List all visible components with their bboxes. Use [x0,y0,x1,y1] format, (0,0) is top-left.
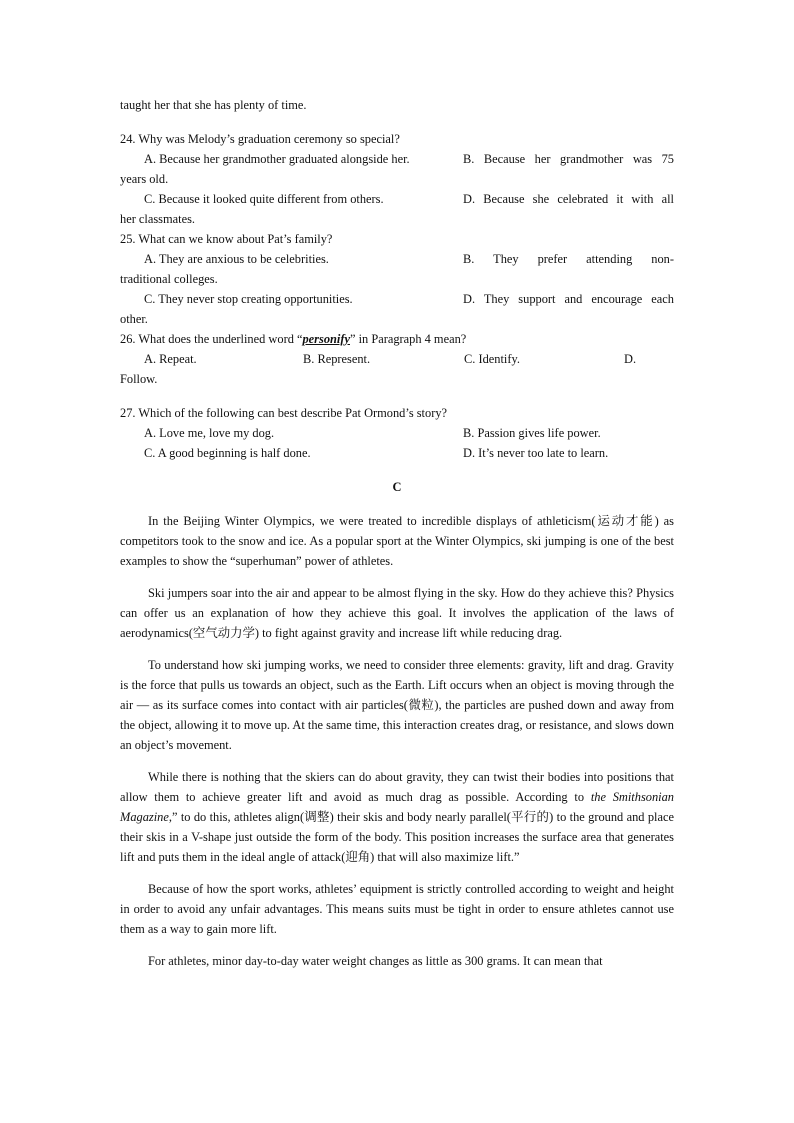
question-stem: 27. Which of the following can best describe Pat Ormond’s story? [120,406,448,420]
question-25 [120,229,674,329]
option-b-continued: years old. [120,172,169,186]
option-d-continued: Follow. [120,372,158,386]
paragraph-4: While there is nothing that the skiers can do about gravity, they can twist their bodies into positions that allow them to achieve greater lift and avoid as much drag as possible. According to the Smithsonian Magazine,” to do this, athletes align(调整) their skis and body nearly parallel(平行的) to the ground and place their skis in a V-shape just outside the form of the body. This position increases the surface area that generates lift and puts them in the ideal angle of attack(迎角) that will also maximize lift.” [120,770,674,864]
option-d: D. It’s never too late to learn. [463,446,609,460]
option-a: A. Because her grandmother graduated alongside her. [144,152,410,166]
paragraph-6: For athletes, minor day-to-day water weight changes as little as 300 grams. It can mean that [148,954,603,968]
option-a: A. They are anxious to be celebrities. [144,252,329,266]
option-d: D. Because she celebrated it with all [463,192,674,206]
option-d-continued: her classmates. [120,212,196,226]
option-c: C. They never stop creating opportunities. [144,292,353,306]
option-b: B. Because her grandmother was 75 [463,152,674,166]
paragraph-2: Ski jumpers soar into the air and appear to be almost flying in the sky. How do they achieve this? Physics can offer us an explanation of how they achieve this goal. It involves the application of the laws of aerodynamics(空气动力学) to fight against gravity and increase lift while reducing drag. [120,586,674,640]
option-c: C. Identify. [464,352,520,366]
option-c: C. Because it looked quite different from others. [144,192,384,206]
underlined-word: personify [302,332,350,346]
paragraph-1: In the Beijing Winter Olympics, we were treated to incredible displays of athleticism(运动才能) as competitors took to the snow and ice. As a popular sport at the Winter Olympics, ski jumping is one of the best examples to show the “superhuman” power of athletes. [120,514,674,568]
question-stem: 24. Why was Melody’s graduation ceremony so special? [120,132,400,146]
question-24 [120,129,674,229]
option-d: D. They support and encourage each [463,292,674,306]
continuation-line: taught her that she has plenty of time. [120,98,307,112]
option-c: C. A good beginning is half done. [144,446,311,460]
paragraph-3: To understand how ski jumping works, we need to consider three elements: gravity, lift and drag. Gravity is the force that pulls us towards an object, such as the Earth. Lift occurs when an object is moving through the air — as its surface comes into contact with air particles(微粒), the particles are pushed down and away from the object, allowing it to move up. At the same time, this interaction creates drag, or resistance, and slows down an object’s movement. [120,658,674,752]
question-26 [120,329,674,389]
option-a: A. Repeat. [144,352,197,366]
source-title: the Smithsonian Magazine [120,790,674,824]
question-stem: 26. What does the underlined word “personify” in Paragraph 4 mean? [120,332,467,346]
option-b: B. Passion gives life power. [463,426,601,440]
option-b: B. They prefer attending non- [463,252,674,266]
option-b: B. Represent. [303,352,371,366]
option-a: A. Love me, love my dog. [144,426,275,440]
option-d: D. [624,352,637,366]
section-title: C [392,480,402,494]
option-d-continued: other. [120,312,148,326]
option-b-continued: traditional colleges. [120,272,218,286]
passage [120,511,674,971]
question-27 [120,403,674,463]
question-stem: 25. What can we know about Pat’s family? [120,232,333,246]
document-page [120,95,674,971]
paragraph-5: Because of how the sport works, athletes’ equipment is strictly controlled according to weight and height in order to avoid any unfair advantages. This means suits must be tight in order to ensure athletes cannot use them as a way to gain more lift. [120,882,674,936]
